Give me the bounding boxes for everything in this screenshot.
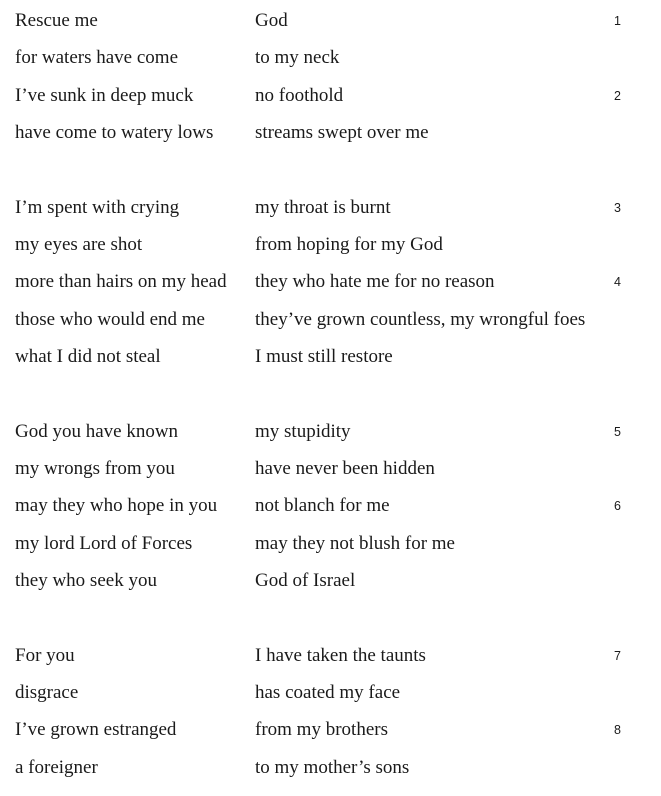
verse-left-half: they who seek you (15, 569, 157, 591)
verse-right-half: from hoping for my God (255, 233, 443, 255)
verse-right-half: has coated my face (255, 681, 401, 703)
verse-left-half: my wrongs from you (15, 457, 175, 479)
verse-left-half: For you (15, 644, 75, 666)
verse-right-half: streams swept over me (255, 121, 429, 143)
verse-number: 5 (614, 424, 621, 439)
verse-right-half: they’ve grown countless, my wrongful foes (255, 308, 586, 330)
verse-line (0, 672, 661, 709)
verse-left-half: disgrace (15, 681, 79, 703)
verse-right-half: no foothold (255, 84, 344, 106)
verse-right-half: have never been hidden (255, 457, 435, 479)
verse-left-half: I’m spent with crying (15, 196, 180, 218)
verse-line (0, 560, 661, 597)
stanza-break (0, 149, 661, 187)
verse-number: 7 (614, 648, 621, 663)
verse-left-half: I’ve sunk in deep muck (15, 84, 194, 106)
verse-line (0, 0, 661, 37)
verse-line (0, 448, 661, 485)
verse-left-half: a foreigner (15, 756, 98, 778)
verse-number: 1 (614, 14, 621, 28)
verse-line (0, 336, 661, 373)
verse-line (0, 37, 661, 74)
verse-left-half: I’ve grown estranged (15, 719, 177, 741)
verse-left-half: more than hairs on my head (15, 271, 227, 293)
verse-number: 6 (614, 499, 621, 514)
verse-left-half: have come to watery lows (15, 121, 214, 143)
verse-right-half: my throat is burnt (255, 196, 391, 218)
verse-line (0, 523, 661, 560)
verse-left-half: my lord Lord of Forces (15, 532, 193, 554)
verse-line (0, 112, 661, 149)
verse-line (0, 187, 661, 224)
stanza (0, 635, 661, 784)
verse-left-half: God you have known (15, 420, 179, 442)
verse-right-half: not blanch for me (255, 495, 390, 517)
verse-right-half: God of Israel (255, 569, 356, 591)
verse-number: 4 (614, 275, 621, 290)
verse-right-half: God (255, 10, 288, 31)
verse-line (0, 747, 661, 784)
verse-line (0, 261, 661, 298)
verse-right-half: they who hate me for no reason (255, 271, 495, 293)
stanza (0, 411, 661, 597)
verse-number: 8 (614, 723, 621, 738)
verse-left-half: Rescue me (15, 10, 98, 31)
verse-line (0, 299, 661, 336)
verse-right-half: from my brothers (255, 719, 388, 741)
verse-line (0, 411, 661, 448)
verse-number: 2 (614, 88, 621, 103)
verse-right-half: to my neck (255, 47, 340, 69)
verse-line (0, 709, 661, 746)
stanza (0, 0, 661, 149)
verse-number: 3 (614, 200, 621, 215)
verse-left-half: for waters have come (15, 47, 179, 69)
stanza-break (0, 373, 661, 411)
stanza-break (0, 597, 661, 635)
verse-left-half: what I did not steal (15, 345, 161, 367)
stanza (0, 187, 661, 373)
verse-line (0, 224, 661, 261)
verse-line (0, 75, 661, 112)
verse-right-half: my stupidity (255, 420, 351, 442)
verse-right-half: may they not blush for me (255, 532, 455, 554)
verse-line (0, 485, 661, 522)
verse-right-half: to my mother’s sons (255, 756, 410, 778)
verse-line (0, 635, 661, 672)
verse-left-half: those who would end me (15, 308, 205, 330)
verse-right-half: I have taken the taunts (255, 644, 426, 666)
verse-left-half: may they who hope in you (15, 495, 218, 517)
verse-left-half: my eyes are shot (15, 233, 143, 255)
verse-right-half: I must still restore (255, 345, 393, 367)
